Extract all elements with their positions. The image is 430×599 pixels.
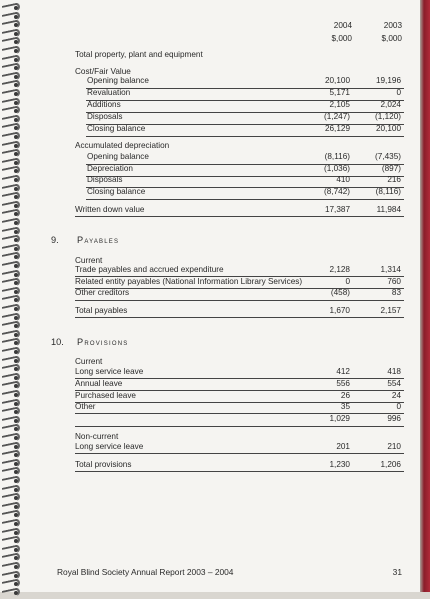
col-header-2003: 2003 xyxy=(383,21,402,30)
binding-hole xyxy=(14,187,18,191)
col-unit-2003: $,000 xyxy=(381,34,402,43)
written-down-value-row: Written down value 17,387 11,984 xyxy=(75,205,401,214)
binding-hole xyxy=(14,6,18,10)
table-row: Disposals 410 216 xyxy=(87,175,401,184)
table-row: Opening balance 20,100 19,196 xyxy=(87,76,401,85)
table-row: Other 35 0 xyxy=(75,402,401,411)
total-provisions-row: Total provisions 1,230 1,206 xyxy=(75,460,401,469)
binding-hole xyxy=(14,522,18,526)
binding-hole xyxy=(14,161,18,165)
provisions-noncurrent-heading: Non-current xyxy=(75,432,119,441)
table-row: Revaluation 5,171 0 xyxy=(87,88,401,97)
binding-hole xyxy=(14,144,18,148)
page-edge xyxy=(420,0,430,592)
binding-hole xyxy=(14,445,18,449)
table-row: Annual leave 556 554 xyxy=(75,379,401,388)
footer-report-title: Royal Blind Society Annual Report 2003 – 2004 xyxy=(57,567,234,577)
provisions-current-heading: Current xyxy=(75,357,103,366)
binding-hole xyxy=(14,273,18,277)
binding-hole xyxy=(14,15,18,19)
table-row: Other creditors (458) 83 xyxy=(75,288,401,297)
binding-hole xyxy=(14,118,18,122)
binding-hole xyxy=(14,92,18,96)
binding-hole xyxy=(14,221,18,225)
spiral-binding xyxy=(0,0,26,592)
binding-hole xyxy=(14,135,18,139)
table-row: Related entity payables (National Information Library Services) 0 760 xyxy=(75,277,401,286)
binding-hole xyxy=(14,359,18,363)
table-row: Long service leave 412 418 xyxy=(75,367,401,376)
cost-heading: Cost/Fair Value xyxy=(75,67,131,76)
binding-hole xyxy=(14,49,18,53)
table-row: Purchased leave 26 24 xyxy=(75,391,401,400)
binding-hole xyxy=(14,247,18,251)
binding-hole xyxy=(14,32,18,36)
binding-hole xyxy=(14,479,18,483)
binding-hole xyxy=(14,548,18,552)
binding-hole xyxy=(14,230,18,234)
col-header-2004: 2004 xyxy=(333,21,352,30)
binding-hole xyxy=(14,488,18,492)
binding-hole xyxy=(14,505,18,509)
binding-hole xyxy=(14,58,18,62)
binding-hole xyxy=(14,436,18,440)
section-heading-payables: 9. Payables xyxy=(51,235,120,245)
page-number: 31 xyxy=(392,567,402,577)
table-row: Additions 2,105 2,024 xyxy=(87,100,401,109)
table-row: Disposals (1,247) (1,120) xyxy=(87,112,401,121)
binding-hole xyxy=(14,307,18,311)
binding-hole xyxy=(14,178,18,182)
depreciation-heading: Accumulated depreciation xyxy=(75,141,170,150)
binding-hole xyxy=(14,316,18,320)
binding-hole xyxy=(14,101,18,105)
binding-hole xyxy=(14,393,18,397)
total-payables-row: Total payables 1,670 2,157 xyxy=(75,306,401,315)
section-heading-provisions: 10. Provisions xyxy=(51,337,129,347)
binding-hole xyxy=(14,565,18,569)
binding-hole xyxy=(14,402,18,406)
payables-current-heading: Current xyxy=(75,256,103,265)
binding-hole xyxy=(14,204,18,208)
table-row: Trade payables and accrued expenditure 2,128 1,314 xyxy=(75,265,401,274)
binding-hole xyxy=(14,462,18,466)
table-row: Opening balance (8,116) (7,435) xyxy=(87,152,401,161)
binding-hole xyxy=(14,376,18,380)
ppe-title: Total property, plant and equipment xyxy=(75,50,203,59)
table-row: Closing balance (8,742) (8,116) xyxy=(87,187,401,196)
binding-hole xyxy=(14,333,18,337)
current-subtotal-row: 1,029 996 xyxy=(329,414,401,423)
table-row: Closing balance 26,129 20,100 xyxy=(87,124,401,133)
binding-hole xyxy=(14,531,18,535)
col-unit-2004: $,000 xyxy=(331,34,352,43)
binding-hole xyxy=(14,290,18,294)
binding-hole xyxy=(14,574,18,578)
binding-hole xyxy=(14,264,18,268)
binding-hole xyxy=(14,75,18,79)
binding-hole xyxy=(14,419,18,423)
table-row: Depreciation (1,036) (897) xyxy=(87,164,401,173)
table-row: Long service leave 201 210 xyxy=(75,442,401,451)
binding-hole xyxy=(14,591,18,595)
binding-hole xyxy=(14,350,18,354)
